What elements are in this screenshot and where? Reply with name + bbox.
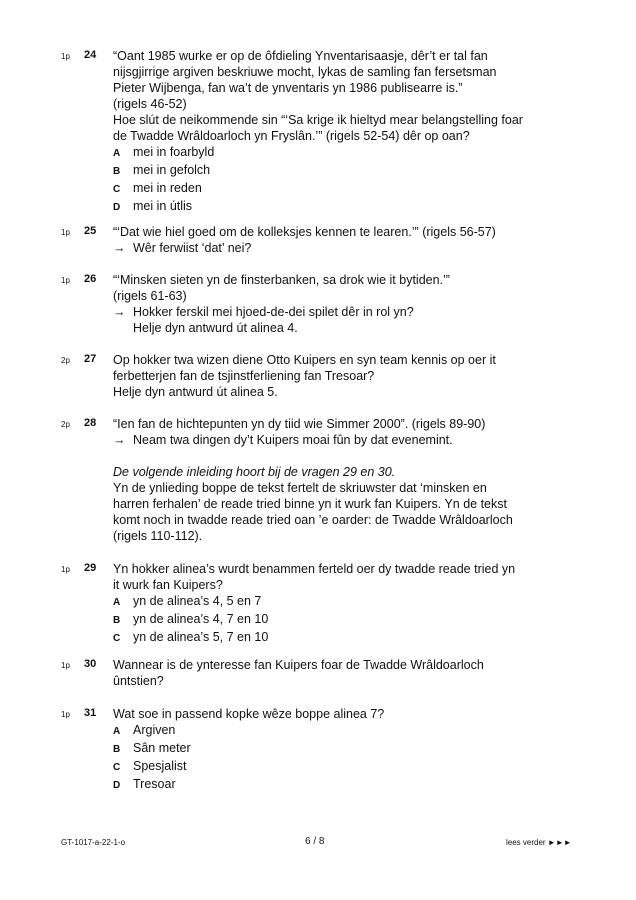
arrow-right-icon: → [113,305,126,319]
option-letter: A [113,726,121,737]
option-text: yn de alinea’s 4, 5 en 7 [133,594,262,608]
page-number: 6 / 8 [305,836,325,847]
option-d[interactable] [113,198,573,216]
option-text: mei in útlis [133,199,193,213]
points: 2p [61,420,70,429]
sub-question [113,432,573,448]
option-text: Sân meter [133,741,191,755]
intro-line: komt noch in twadde reade tried oan ’e oarder: de Twadde Wrâldoarloch [113,513,513,527]
points: 1p [61,661,70,670]
option-text: mei in reden [133,181,202,195]
question-number: 27 [84,353,97,365]
question-body [113,352,573,400]
option-a[interactable] [113,593,573,611]
option-text: Argiven [133,723,176,737]
question-body [113,657,573,689]
footer-code: GT-1017-a-22-1-o [61,838,126,847]
sub-question-text: Neam twa dingen dy’t Kuipers moai fûn by dat evenemint. [133,433,453,447]
points: 1p [61,228,70,237]
intro-line: harren ferhalen’ de reade tried binne yn it wurk fan Kuipers. Yn de tekst [113,497,507,511]
question-line: (rigels 61-63) [113,289,187,303]
option-letter: C [113,633,121,644]
question-line: Op hokker twa wizen diene Otto Kuipers en syn team kennis op oer it [113,353,496,367]
option-d[interactable] [113,776,573,794]
question-body [113,561,573,647]
question-line: Yn hokker alinea’s wurdt benammen ferteld oer dy twadde reade tried yn [113,562,516,576]
question-number: 28 [84,417,97,429]
option-letter: D [113,780,121,791]
question-body [113,224,573,256]
sub-question-text: Hokker ferskil mei hjoed-de-dei spilet dêr in rol yn? [133,305,414,319]
question-line: (rigels 46-52) [113,97,187,111]
points: 1p [61,565,70,574]
points: 2p [61,356,70,365]
option-letter: B [113,166,121,177]
option-letter: B [113,615,121,626]
option-text: Tresoar [133,777,176,791]
arrow-right-icon: → [113,433,126,447]
intro-line: Yn de ynlieding boppe de tekst fertelt de skriuwster dat ‘minsken en [113,481,487,495]
question-line: it wurk fan Kuipers? [113,578,223,592]
intro-heading: De volgende inleiding hoort bij de vragen 29 en 30. [113,465,396,479]
question-line: Hoe slút de neikommende sin “‘Sa krige ik hieltyd mear belangstelling foar [113,113,523,127]
sub-question-line: Helje dyn antwurd út alinea 4. [133,321,298,335]
question-line: “‘Dat wie hiel goed om de kolleksjes kennen te learen.’” (rigels 56-57) [113,225,496,239]
points: 1p [61,52,70,61]
points: 1p [61,276,70,285]
option-c[interactable] [113,629,573,647]
option-text: mei in foarbyld [133,145,215,159]
option-b[interactable] [113,162,573,180]
question-line: nijsgjirrige argiven beskriuwe mocht, lykas de samling fan fersetsman [113,65,497,79]
sub-question-text: Wêr ferwiist ‘dat’ nei? [133,241,252,255]
intro-line: (rigels 110-112). [113,529,203,543]
option-letter: A [113,148,121,159]
option-b[interactable] [113,740,573,758]
intro-body [113,464,573,544]
question-line: de Twadde Wrâldoarloch yn Fryslân.’” (rigels 52-54) dêr op oan? [113,129,470,143]
option-letter: B [113,744,121,755]
option-a[interactable] [113,722,573,740]
option-text: Spesjalist [133,759,187,773]
option-letter: C [113,762,121,773]
question-number: 30 [84,658,97,670]
question-number: 24 [84,49,97,61]
question-line: “Ien fan de hichtepunten yn dy tiid wie Simmer 2000”. (rigels 89-90) [113,417,486,431]
question-line: Wannear is de ynteresse fan Kuipers foar de Twadde Wrâldoarloch [113,658,484,672]
option-letter: D [113,202,121,213]
question-body [113,48,573,216]
question-body [113,416,573,448]
option-letter: C [113,184,121,195]
next-page-link[interactable]: lees verder ►►► [506,838,572,847]
question-number: 29 [84,562,97,574]
question-number: 25 [84,225,97,237]
option-c[interactable] [113,758,573,776]
option-text: mei in gefolch [133,163,211,177]
option-letter: A [113,597,121,608]
question-line: “‘Minsken sieten yn de finsterbanken, sa drok wie it bytiden.’” [113,273,450,287]
question-body [113,272,573,336]
arrow-right-icon: → [113,241,126,255]
question-number: 31 [84,707,97,719]
points: 1p [61,710,70,719]
question-line: Pieter Wijbenga, fan wa’t de ynventaris yn 1986 publisearre is.” [113,81,463,95]
option-c[interactable] [113,180,573,198]
question-number: 26 [84,273,97,285]
sub-question [113,304,573,320]
question-body [113,706,573,794]
question-line: ferbetterjen fan de tsjinstferliening fan Tresoar? [113,369,375,383]
option-b[interactable] [113,611,573,629]
option-text: yn de alinea’s 5, 7 en 10 [133,630,269,644]
question-line: Wat soe in passend kopke wêze boppe alinea 7? [113,707,385,721]
question-line: ûntstien? [113,674,164,688]
option-a[interactable] [113,144,573,162]
question-line: “Oant 1985 wurke er op de ôfdieling Ynventarisaasje, dêr’t er tal fan [113,49,488,63]
sub-question [113,240,573,256]
option-text: yn de alinea’s 4, 7 en 10 [133,612,269,626]
question-line: Helje dyn antwurd út alinea 5. [113,385,278,399]
